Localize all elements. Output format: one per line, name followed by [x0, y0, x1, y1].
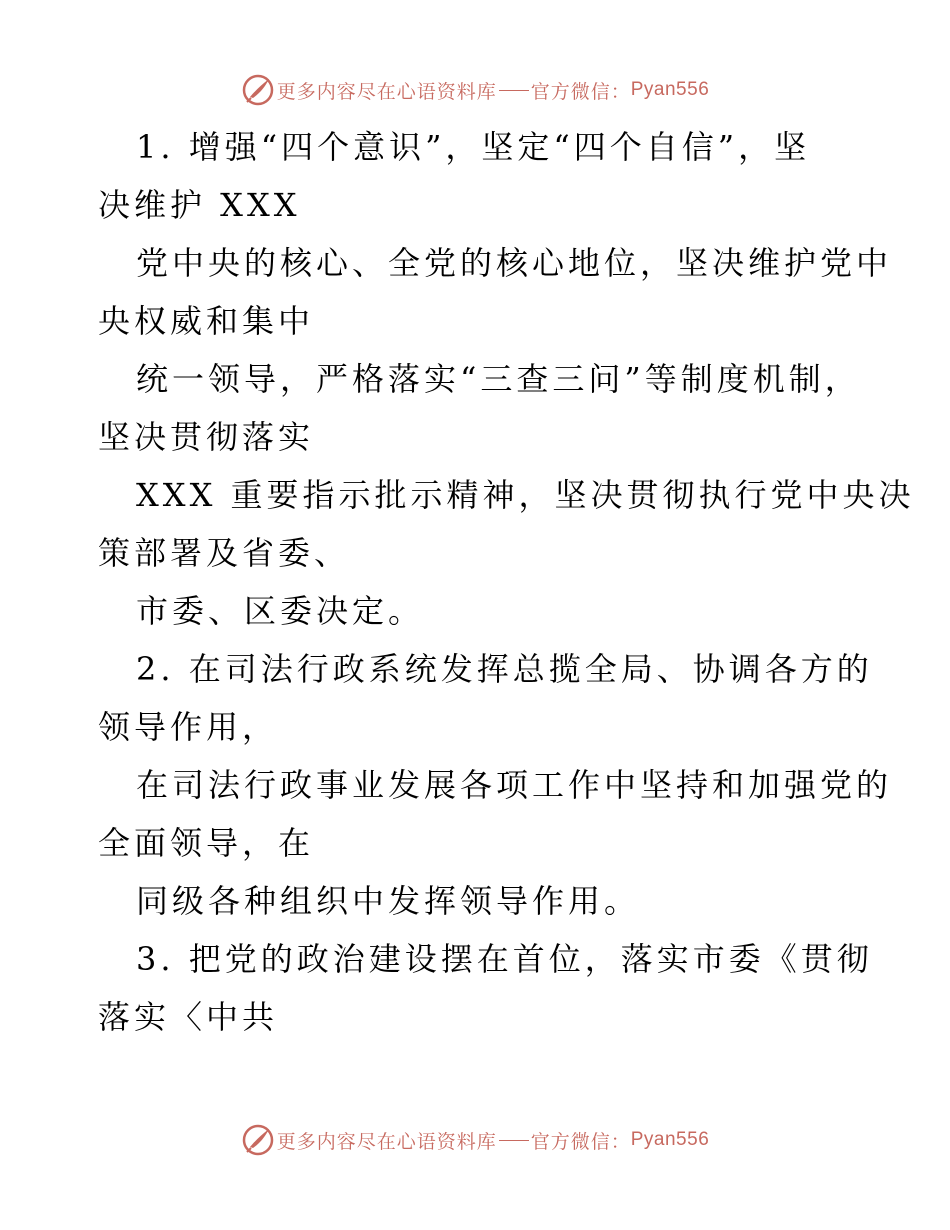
text-line: 2. 在司法行政系统发挥总揽全局、协调各方的 [136, 650, 873, 688]
watermark-header [0, 70, 950, 110]
text-line: 党中央的核心、全党的核心地位，坚决维护党中 [136, 244, 893, 282]
text-line: 1. 增强“四个意识”，坚定“四个自信”，坚 [136, 128, 811, 166]
watermark-suffix: 官方微信： [530, 80, 631, 103]
watermark-text: 更多内容尽在心语资料库 [276, 80, 497, 103]
watermark-dash [499, 90, 529, 91]
text-line: 统一领导，严格落实“三查三问”等制度机制， [136, 360, 861, 398]
text-line: 决维护 XXX [98, 186, 301, 224]
watermark-footer [0, 1120, 950, 1160]
feather-seal-icon [241, 1123, 275, 1157]
text-line: 策部署及省委、 [98, 534, 351, 572]
text-line: XXX 重要指示批示精神，坚决贯彻执行党中央决 [136, 476, 915, 514]
watermark-text: 更多内容尽在心语资料库 [276, 1130, 497, 1153]
text-line: 市委、区委决定。 [136, 592, 425, 630]
text-line: 落实〈中共 [98, 998, 279, 1036]
text-line: 在司法行政事业发展各项工作中坚持和加强党的 [136, 766, 893, 804]
text-line: 同级各种组织中发挥领导作用。 [136, 882, 641, 920]
feather-seal-icon [241, 73, 275, 107]
watermark-wechat-id: Pyan556 [630, 1129, 710, 1150]
watermark-wechat-id: Pyan556 [630, 79, 710, 100]
text-line: 坚决贯彻落实 [98, 418, 315, 456]
document-body [98, 118, 915, 1046]
text-line: 3. 把党的政治建设摆在首位，落实市委《贯彻 [136, 940, 873, 978]
text-line: 全面领导，在 [98, 824, 315, 862]
watermark-suffix: 官方微信： [530, 1130, 631, 1153]
watermark-dash [499, 1140, 529, 1141]
text-line: 领导作用， [98, 708, 279, 746]
text-line: 央权威和集中 [98, 302, 315, 340]
